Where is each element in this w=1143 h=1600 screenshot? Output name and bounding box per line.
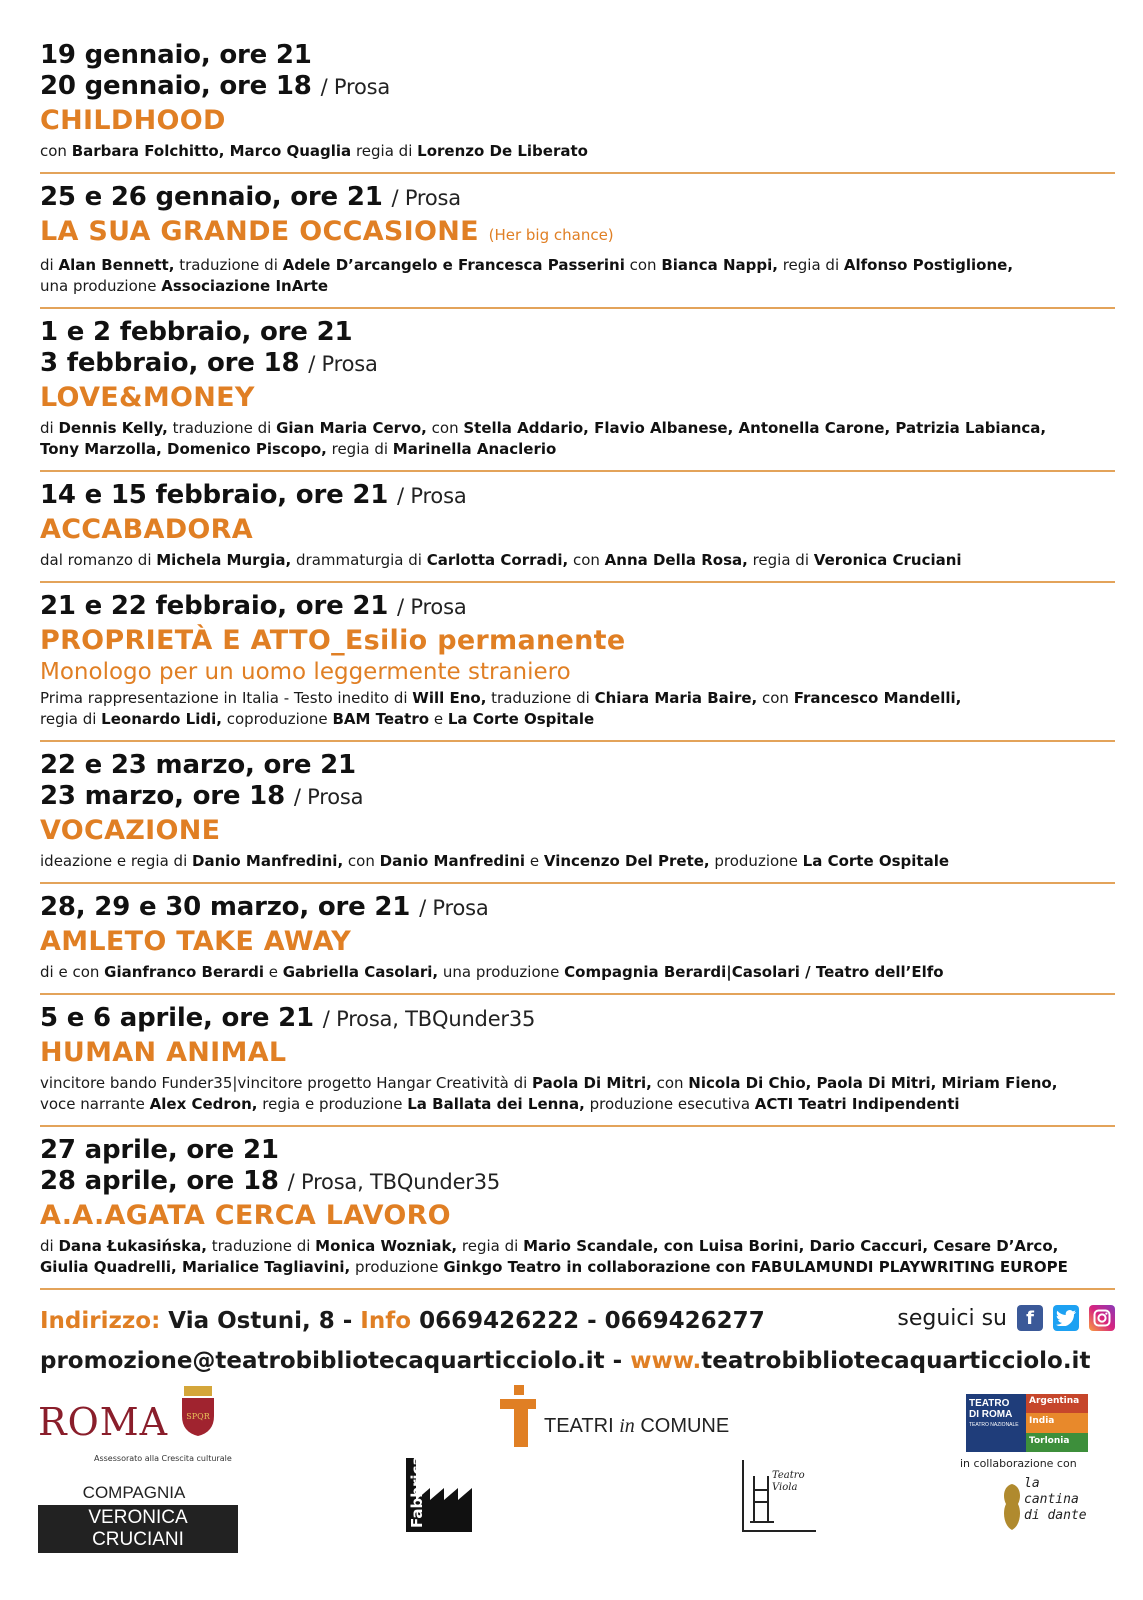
credit-name: Barbara Folchitto, Marco Quaglia <box>71 142 352 160</box>
cantina-di-dante-logo <box>998 1474 1090 1534</box>
credit-name: Compagnia Berardi|Casolari / Teatro dell’Elfo <box>564 963 944 981</box>
credit-text: di <box>40 1237 59 1255</box>
website-link[interactable]: teatrobibliotecaquarticciolo.it <box>701 1348 1091 1374</box>
event-date <box>40 1003 1115 1035</box>
event-title <box>40 623 1115 659</box>
event-block <box>40 742 1115 884</box>
teatri-in-comune-logo <box>500 1385 730 1449</box>
event-title-text: A.A.AGATA CERCA LAVORO <box>40 1200 451 1231</box>
credit-name: Leonardo Lidi, <box>101 710 222 728</box>
credit-name: Gianfranco Berardi <box>104 963 264 981</box>
event-date-text: 3 febbraio, ore 18 <box>40 348 300 378</box>
credit-name: Associazione InArte <box>161 277 329 295</box>
event-date <box>40 750 1115 781</box>
event-title-text: PROPRIETÀ E ATTO_Esilio permanente <box>40 625 626 656</box>
event-date-text: 20 gennaio, ore 18 <box>40 71 312 101</box>
credit-text: con <box>651 1074 689 1092</box>
credit-text: regia di <box>40 710 102 728</box>
credit-name: Dana Łukasińska, <box>58 1237 207 1255</box>
event-title-text: HUMAN ANIMAL <box>40 1037 287 1068</box>
info-label: Info <box>360 1308 412 1334</box>
event-genre: / Prosa <box>308 352 378 376</box>
event-genre: / Prosa, TBQunder35 <box>287 1170 501 1194</box>
event-title-text: AMLETO TAKE AWAY <box>40 926 352 957</box>
tdr-line1: TEATRO <box>969 1398 1010 1409</box>
tdr-line2: DI ROMA <box>969 1409 1013 1420</box>
facebook-icon[interactable]: f <box>1017 1305 1043 1331</box>
teatri-mark-icon <box>500 1385 542 1447</box>
teatri-in-word: in <box>619 1415 635 1437</box>
credit-text: con <box>343 852 380 870</box>
event-title <box>40 512 1115 548</box>
credit-name: Gabriella Casolari, <box>282 963 439 981</box>
credit-name: ACTI Teatri Indipendenti <box>754 1095 960 1113</box>
credit-text: traduzione di <box>174 256 283 274</box>
credit-text: voce narrante <box>40 1095 150 1113</box>
cantina-word: la cantina di dante <box>1024 1476 1087 1523</box>
credit-text: regia di <box>777 256 844 274</box>
credit-name: BAM Teatro <box>332 710 430 728</box>
credit-text: regia di <box>457 1237 524 1255</box>
event-block <box>40 472 1115 583</box>
phone-numbers: 0669426222 - 0669426277 <box>419 1308 765 1334</box>
credit-name: Ginkgo Teatro in collaborazione con FABULAMUNDI PLAYWRITING EUROPE <box>443 1258 1068 1276</box>
comune-word: COMUNE <box>640 1415 730 1437</box>
credit-name: Chiara Maria Baire, <box>594 689 758 707</box>
credit-text: con <box>757 689 794 707</box>
event-title-text: CHILDHOOD <box>40 105 226 136</box>
follow-label: seguici su <box>897 1305 1007 1331</box>
svg-text:SPQR: SPQR <box>186 1412 210 1421</box>
event-credits <box>40 962 1115 983</box>
credit-name: Francesco Mandelli, <box>793 689 962 707</box>
credit-name: Tony Marzolla, Domenico Piscopo, <box>40 440 327 458</box>
event-date <box>40 1135 1115 1166</box>
instagram-icon[interactable] <box>1089 1305 1115 1331</box>
event-date-text: 14 e 15 febbraio, ore 21 <box>40 480 389 510</box>
credit-name: Nicola Di Chio, Paola Di Mitri, Miriam Fieno, <box>688 1074 1058 1092</box>
tdr-venue-torlonia: Torlonia <box>1026 1433 1088 1452</box>
credit-name: Alfonso Postiglione, <box>843 256 1014 274</box>
credit-text: dal romanzo di <box>40 551 157 569</box>
credit-text: regia di <box>351 142 418 160</box>
event-genre: / Prosa <box>397 484 467 508</box>
event-date <box>40 182 1115 214</box>
credit-text: con <box>568 551 605 569</box>
teatri-word: TEATRI <box>544 1415 614 1437</box>
credit-text: e <box>429 710 448 728</box>
event-block <box>40 1127 1115 1290</box>
compagnia-logo <box>38 1483 238 1550</box>
event-date <box>40 348 1115 380</box>
credit-name: Mario Scandale, con Luisa Borini, Dario Caccuri, Cesare D’Arco, <box>523 1237 1059 1255</box>
credit-name: Alan Bennett, <box>58 256 175 274</box>
event-credits <box>40 1073 1115 1115</box>
credit-name: Danio Manfredini <box>379 852 526 870</box>
address-label: Indirizzo: <box>40 1308 161 1334</box>
event-title-text: LOVE&MONEY <box>40 382 255 413</box>
compagnia-top: COMPAGNIA <box>82 1483 186 1502</box>
credit-name: Carlotta Corradi, <box>426 551 569 569</box>
event-credits <box>40 688 1115 730</box>
event-genre: / Prosa <box>293 785 364 809</box>
event-date-text: 28 aprile, ore 18 <box>40 1166 279 1196</box>
event-date-text: 19 gennaio, ore 21 <box>40 40 312 70</box>
credit-text: regia e produzione <box>257 1095 408 1113</box>
credit-name: Stella Addario, Flavio Albanese, Antonella Carone, Patrizia Labianca, <box>463 419 1047 437</box>
www-prefix[interactable]: www. <box>630 1348 702 1374</box>
contacts-block <box>40 1305 1115 1377</box>
event-genre: / Prosa <box>419 896 489 920</box>
event-credits <box>40 418 1115 460</box>
credit-text: coproduzione <box>221 710 333 728</box>
credit-text: drammaturgia di <box>291 551 427 569</box>
credit-name: Danio Manfredini, <box>192 852 344 870</box>
event-date-text: 25 e 26 gennaio, ore 21 <box>40 182 383 212</box>
event-date <box>40 781 1115 813</box>
event-title <box>40 1198 1115 1234</box>
roma-wordmark: ROMA <box>38 1400 169 1444</box>
event-title <box>40 214 1115 253</box>
event-title <box>40 103 1115 139</box>
event-date-text: 5 e 6 aprile, ore 21 <box>40 1003 314 1033</box>
credit-name: Adele D’arcangelo e Francesca Passerini <box>282 256 625 274</box>
event-title-note: (Her big chance) <box>488 226 614 244</box>
tdr-line3: TEATRO NAZIONALE <box>969 1422 1019 1428</box>
roma-crest-icon <box>178 1386 218 1438</box>
credit-text: produzione esecutiva <box>584 1095 755 1113</box>
credit-text: Prima rappresentazione in Italia - Testo inedito di <box>40 689 413 707</box>
event-date-text: 22 e 23 marzo, ore 21 <box>40 750 356 780</box>
teatro-di-roma-logo <box>966 1394 1088 1452</box>
dante-figure-icon <box>998 1482 1026 1532</box>
event-title <box>40 380 1115 416</box>
teatro-viola-logo <box>742 1460 816 1532</box>
twitter-icon[interactable] <box>1053 1305 1079 1331</box>
event-title-text: LA SUA GRANDE OCCASIONE <box>40 216 479 247</box>
credit-name: Gian Maria Cervo, <box>276 419 427 437</box>
event-list <box>40 40 1115 1290</box>
credit-name: Alex Cedron, <box>149 1095 258 1113</box>
event-credits <box>40 550 1115 571</box>
credit-text: di e con <box>40 963 105 981</box>
event-block <box>40 583 1115 742</box>
event-date <box>40 71 1115 103</box>
event-date <box>40 892 1115 924</box>
credit-name: Paola Di Mitri, <box>532 1074 652 1092</box>
event-date <box>40 591 1115 623</box>
credit-text: di <box>40 256 59 274</box>
event-title <box>40 1035 1115 1071</box>
credit-text: produzione <box>709 852 803 870</box>
collab-text: in collaborazione con <box>960 1457 1077 1470</box>
email-link[interactable]: promozione@teatrobibliotecaquarticciolo.it - <box>40 1348 623 1374</box>
event-title <box>40 813 1115 849</box>
roma-department: Assessorato alla Crescita culturale <box>94 1454 232 1463</box>
credit-name: La Corte Ospitale <box>802 852 950 870</box>
viola-word: Teatro Viola <box>772 1470 805 1493</box>
credit-text: regia di <box>326 440 393 458</box>
event-title-text: VOCAZIONE <box>40 815 221 846</box>
credit-name: Bianca Nappi, <box>661 256 778 274</box>
credit-text: con <box>624 256 662 274</box>
event-block <box>40 174 1115 309</box>
event-date <box>40 40 1115 71</box>
partner-logos <box>0 1396 1143 1600</box>
event-genre: / Prosa <box>391 186 461 210</box>
event-credits <box>40 141 1115 162</box>
credit-name: Vincenzo Del Prete, <box>543 852 710 870</box>
credit-text: traduzione di <box>206 1237 316 1255</box>
credit-text: una produzione <box>438 963 565 981</box>
roma-logo <box>38 1400 232 1470</box>
event-date <box>40 1166 1115 1198</box>
event-block <box>40 309 1115 472</box>
social-follow <box>897 1305 1115 1331</box>
credit-name: Lorenzo De Liberato <box>417 142 588 160</box>
credit-name: La Ballata dei Lenna, <box>407 1095 585 1113</box>
tdr-venue-argentina: Argentina <box>1026 1394 1088 1413</box>
event-genre: / Prosa <box>320 75 391 99</box>
credit-text: di <box>40 419 59 437</box>
credit-text: con <box>40 142 72 160</box>
credit-text: produzione <box>350 1258 444 1276</box>
event-date <box>40 317 1115 348</box>
event-subtitle: Monologo per un uomo leggermente straniero <box>40 659 571 685</box>
event-block <box>40 40 1115 174</box>
event-credits <box>40 1236 1115 1278</box>
credit-name: Giulia Quadrelli, Marialice Tagliavini, <box>40 1258 351 1276</box>
credit-name: Monica Wozniak, <box>315 1237 458 1255</box>
event-date <box>40 480 1115 512</box>
credit-name: Anna Della Rosa, <box>604 551 748 569</box>
event-date-text: 28, 29 e 30 marzo, ore 21 <box>40 892 411 922</box>
credit-text: traduzione di <box>486 689 595 707</box>
credit-text: e <box>525 852 544 870</box>
event-date-text: 23 marzo, ore 18 <box>40 781 285 811</box>
event-date-text: 1 e 2 febbraio, ore 21 <box>40 317 353 347</box>
credit-name: Will Eno, <box>412 689 487 707</box>
event-genre: / Prosa, TBQunder35 <box>322 1007 536 1031</box>
tdr-venue-india: India <box>1026 1413 1088 1433</box>
credit-text: ideazione e regia di <box>40 852 192 870</box>
event-block <box>40 995 1115 1127</box>
fabbrica-logo <box>406 1455 481 1532</box>
event-credits <box>40 851 1115 872</box>
fabbrica-word: Fabbrica <box>408 1455 426 1528</box>
event-genre: / Prosa <box>397 595 467 619</box>
event-date-text: 27 aprile, ore 21 <box>40 1135 279 1165</box>
credit-text: vincitore bando Funder35|vincitore progetto Hangar Creatività di <box>40 1074 533 1092</box>
credit-text: regia di <box>747 551 814 569</box>
event-date-text: 21 e 22 febbraio, ore 21 <box>40 591 389 621</box>
credit-name: Dennis Kelly, <box>58 419 168 437</box>
event-title <box>40 924 1115 960</box>
credit-text: e <box>263 963 283 981</box>
address-value: Via Ostuni, 8 - <box>168 1308 353 1334</box>
credit-text: una produzione <box>40 277 162 295</box>
credit-name: La Corte Ospitale <box>447 710 595 728</box>
credit-name: Michela Murgia, <box>156 551 292 569</box>
credit-name: Marinella Anaclerio <box>392 440 557 458</box>
credit-name: Veronica Cruciani <box>813 551 962 569</box>
credit-text: traduzione di <box>167 419 277 437</box>
event-title-text: ACCABADORA <box>40 514 253 545</box>
event-block <box>40 884 1115 995</box>
web-row <box>40 1345 1115 1377</box>
event-credits <box>40 255 1115 297</box>
compagnia-name: VERONICA CRUCIANI <box>38 1505 238 1553</box>
credit-text: con <box>426 419 464 437</box>
